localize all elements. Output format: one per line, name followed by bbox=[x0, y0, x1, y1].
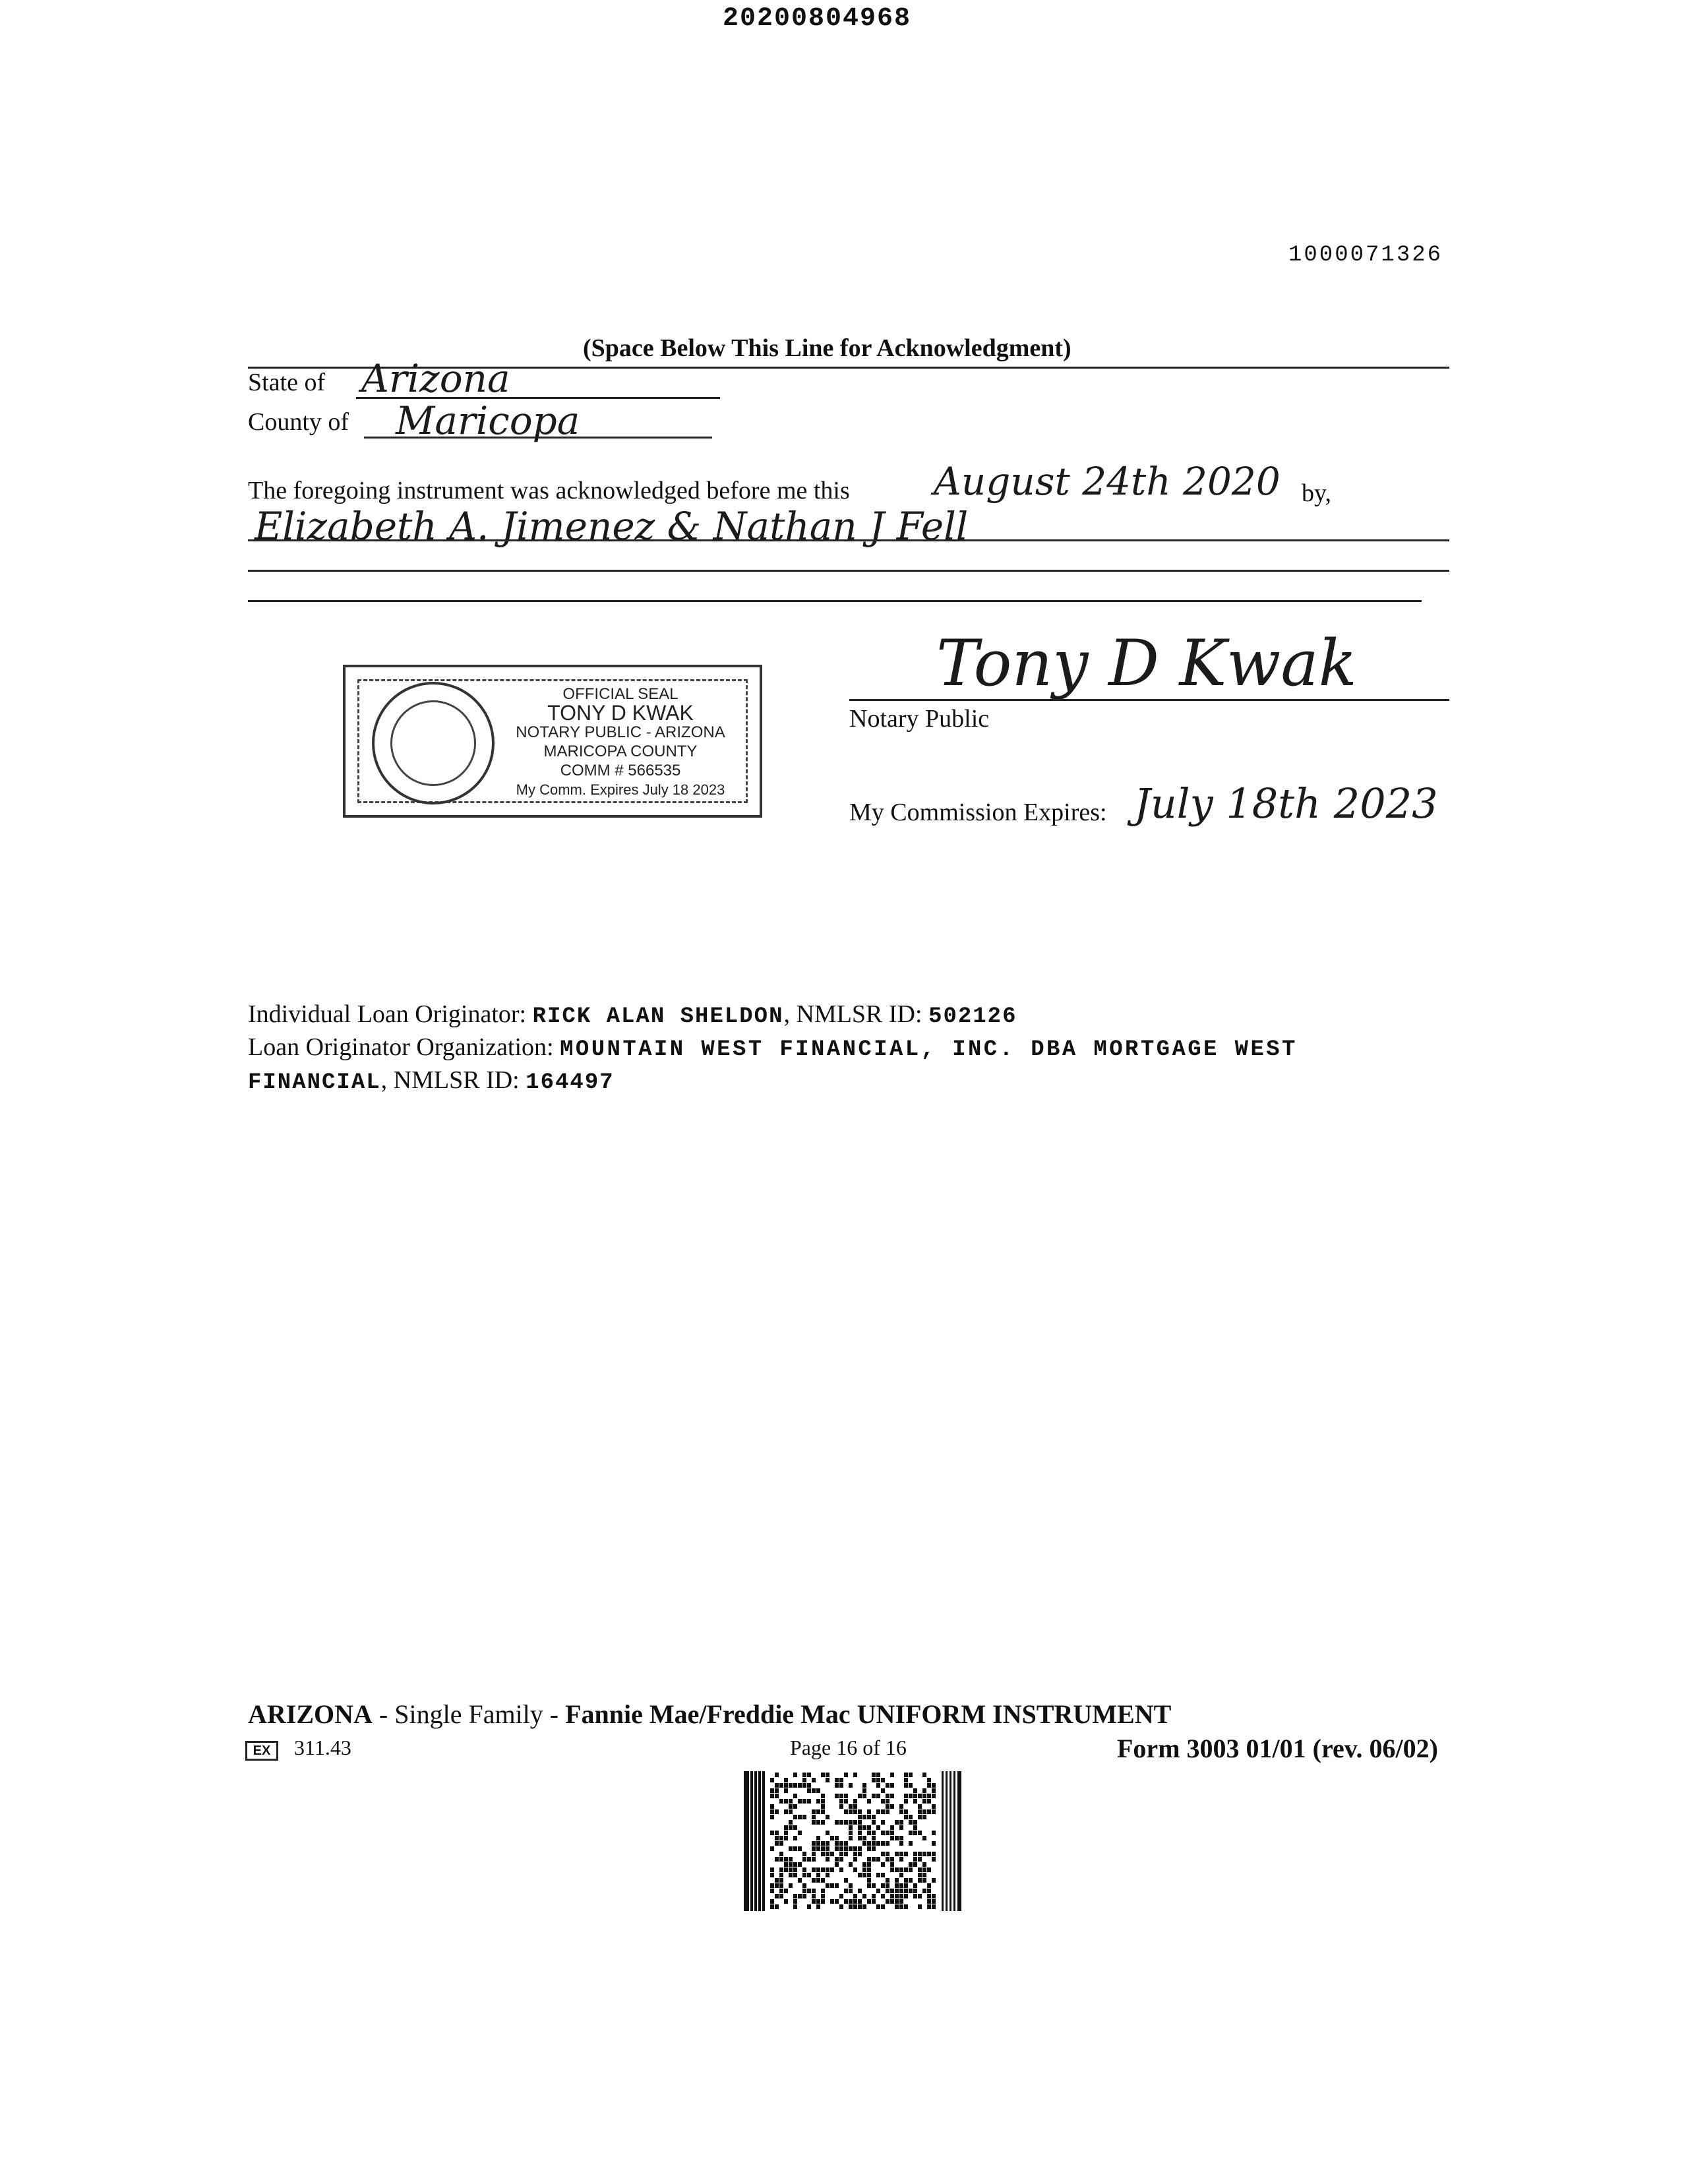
org-nmlsr-label: , NMLSR ID: bbox=[380, 1066, 520, 1094]
state-seal-icon bbox=[372, 682, 495, 804]
org-nmlsr-id: 164497 bbox=[526, 1070, 615, 1095]
page-number: Page 16 of 16 bbox=[790, 1736, 907, 1759]
originator-organization-name-2: FINANCIAL bbox=[248, 1070, 381, 1095]
commission-expires-value: July 18th 2023 bbox=[1134, 779, 1438, 828]
county-value: Maricopa bbox=[396, 398, 580, 443]
state-label: State of bbox=[248, 369, 326, 396]
notary-signature: Tony D Kwak bbox=[936, 626, 1357, 700]
recording-number: 20200804968 bbox=[723, 4, 912, 34]
signers-line-2 bbox=[248, 570, 1449, 572]
individual-originator-name: RICK ALAN SHELDON bbox=[532, 1004, 784, 1029]
county-label: County of bbox=[248, 408, 349, 436]
individual-originator-label: Individual Loan Originator: bbox=[248, 1000, 527, 1028]
footer-instrument-line bbox=[248, 1699, 1171, 1730]
seal-line-6: My Comm. Expires July 18 2023 bbox=[516, 781, 725, 798]
state-value: Arizona bbox=[361, 356, 510, 401]
barcode-icon bbox=[744, 1771, 961, 1911]
footer-separator: - Single Family - bbox=[372, 1699, 566, 1729]
originator-organization-line-2 bbox=[248, 1066, 615, 1095]
originator-organization-label: Loan Originator Organization: bbox=[248, 1033, 554, 1061]
by-text: by, bbox=[1302, 479, 1332, 507]
seal-line-5: COMM # 566535 bbox=[560, 762, 681, 779]
individual-nmlsr-label: , NMLSR ID: bbox=[783, 1000, 922, 1028]
commission-expires-label: My Commission Expires: bbox=[849, 799, 1107, 826]
seal-line-3: NOTARY PUBLIC - ARIZONA bbox=[516, 723, 725, 741]
notary-signature-line bbox=[849, 699, 1449, 701]
originator-organization-line bbox=[248, 1033, 1298, 1062]
seal-line-2: TONY D KWAK bbox=[547, 701, 694, 725]
notary-seal bbox=[343, 665, 762, 818]
individual-originator-line bbox=[248, 1000, 1017, 1029]
acknowledgment-title: (Space Below This Line for Acknowledgment) bbox=[580, 334, 1074, 363]
form-code: 311.43 bbox=[294, 1736, 351, 1759]
signers-value: Elizabeth A. Jimenez & Nathan J Fell bbox=[255, 504, 969, 549]
seal-text bbox=[492, 684, 749, 799]
signers-line-1 bbox=[248, 539, 1449, 541]
loan-number: 1000071326 bbox=[1288, 243, 1443, 268]
originator-organization-name: MOUNTAIN WEST FINANCIAL, INC. DBA MORTGAGE WEST bbox=[560, 1037, 1298, 1062]
individual-nmlsr-id: 502126 bbox=[928, 1004, 1017, 1029]
seal-line-1: OFFICIAL SEAL bbox=[562, 685, 678, 703]
seal-line-4: MARICOPA COUNTY bbox=[543, 743, 698, 760]
notary-public-label: Notary Public bbox=[849, 705, 990, 733]
acknowledgment-date: August 24th 2020 bbox=[934, 459, 1281, 504]
ex-badge: EX bbox=[245, 1741, 278, 1761]
foregoing-text: The foregoing instrument was acknowledged before me this bbox=[248, 477, 850, 504]
footer-instrument: Fannie Mae/Freddie Mac UNIFORM INSTRUMENT bbox=[565, 1699, 1172, 1729]
form-number: Form 3003 01/01 (rev. 06/02) bbox=[1117, 1734, 1438, 1763]
signers-line-3 bbox=[248, 600, 1422, 602]
footer-state: ARIZONA bbox=[248, 1699, 373, 1729]
